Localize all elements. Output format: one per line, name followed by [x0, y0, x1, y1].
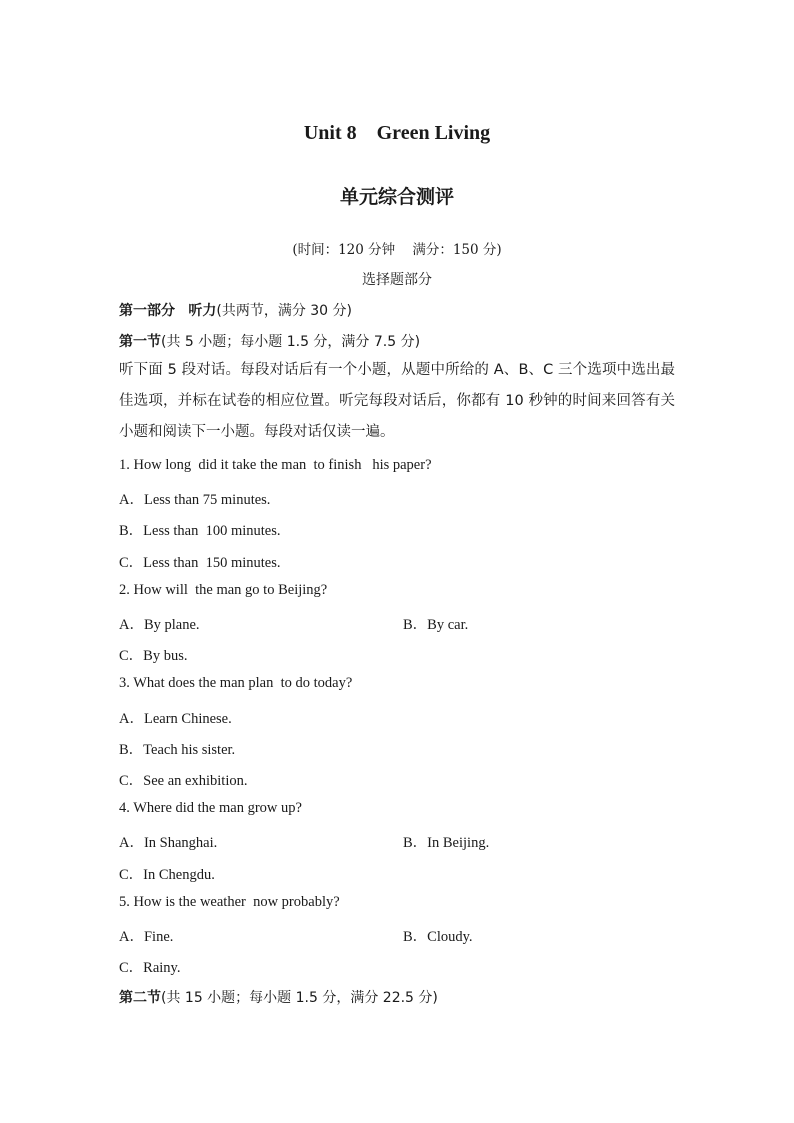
option-c: C．Less than 150 minutes.: [119, 555, 281, 571]
question-stem: 5. How is the weather now probably?: [119, 894, 340, 910]
option-c: C．See an exhibition.: [119, 773, 248, 789]
option-b: B．Cloudy.: [403, 929, 473, 945]
option-b: B．By car.: [403, 617, 469, 633]
section2-note: (共 15 小题；每小题 1.5 分，满分 22.5 分): [161, 990, 438, 1006]
section1-note: (共 5 小题；每小题 1.5 分，满分 7.5 分): [161, 334, 421, 350]
option-c: C．Rainy.: [119, 960, 181, 976]
option-a: A．By plane.: [119, 617, 200, 633]
test-subtitle: 单元综合测评: [339, 186, 454, 208]
question-stem: 1. How long did it take the man to finish his paper?: [119, 457, 432, 473]
question-stem: 3. What does the man plan to do today?: [119, 675, 353, 691]
option-a: A．Less than 75 minutes.: [119, 492, 271, 508]
option-b: B．In Beijing.: [403, 835, 490, 851]
part1-heading: [119, 300, 352, 320]
option-b: B．Teach his sister.: [119, 742, 236, 758]
part1-note: (共两节，满分 30 分): [216, 303, 352, 319]
question-stem: 4. Where did the man grow up?: [119, 800, 302, 816]
time-score-info: (时间：120 分钟 满分：150 分): [292, 242, 502, 258]
unit-title: Unit 8 Green Living: [303, 122, 491, 144]
question-stem: 2. How will the man go to Beijing?: [119, 582, 328, 598]
section1-instructions: 听下面 5 段对话。每段对话后有一个小题，从题中所给的 A、B、C 三个选项中选出最佳选项，并标在试卷的相应位置。听完每段对话后，你都有 10 秒钟的时间来回答有关小题和阅读下一小题。每段对话仅读一遍。: [119, 362, 675, 440]
option-a: A．Fine.: [119, 929, 174, 945]
part1-name: 听力: [188, 303, 217, 319]
section1-heading: [119, 331, 420, 351]
option-c: C．By bus.: [119, 648, 188, 664]
multiple-choice-section-label: 选择题部分: [362, 272, 432, 288]
section2-heading: [119, 987, 438, 1007]
option-a: A．Learn Chinese.: [119, 711, 232, 727]
part1-label: 第一部分: [119, 303, 175, 319]
option-b: B．Less than 100 minutes.: [119, 523, 281, 539]
section2-label: 第二节: [119, 990, 161, 1006]
option-a: A．In Shanghai.: [119, 835, 218, 851]
section1-label: 第一节: [119, 334, 161, 350]
option-c: C．In Chengdu.: [119, 867, 215, 883]
